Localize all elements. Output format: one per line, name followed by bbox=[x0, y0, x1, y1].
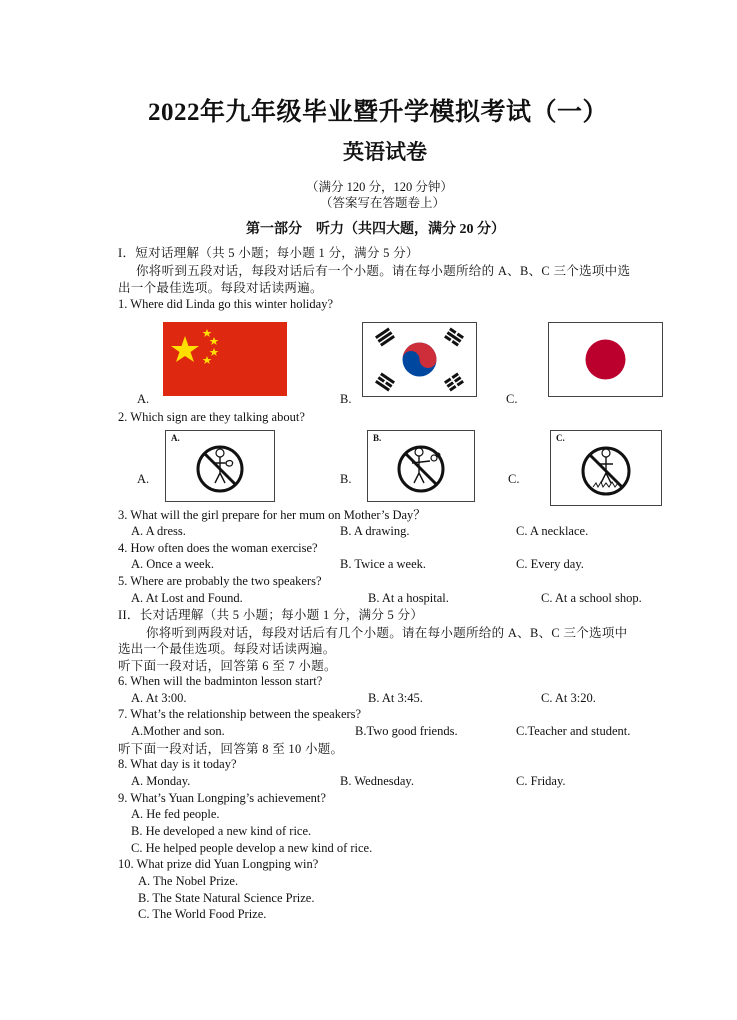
q3-stem: 3. What will the girl prepare for her mum on Mother’s Day？ bbox=[118, 508, 426, 522]
q9-option-b: B. He developed a new kind of rice. bbox=[131, 824, 312, 838]
q4-option-b: B. Twice a week. bbox=[340, 557, 427, 571]
section2-instruction-line2: 选出一个最佳选项。每段对话读两遍。 bbox=[118, 642, 336, 656]
q3-option-a: A. A dress. bbox=[131, 524, 186, 538]
korea-flag-icon bbox=[362, 322, 477, 397]
q7-option-c: C.Teacher and student. bbox=[516, 724, 631, 738]
q3-option-c: C. A necklace. bbox=[516, 524, 589, 538]
q4-option-a: A. Once a week. bbox=[131, 557, 214, 571]
q8-stem: 8. What day is it today? bbox=[118, 757, 237, 771]
score-note: （满分 120 分，120 分钟） bbox=[306, 180, 453, 194]
q1-option-c: C. bbox=[506, 392, 518, 406]
sign-a-label: A. bbox=[171, 433, 180, 443]
q10-option-c: C. The World Food Prize. bbox=[138, 907, 267, 921]
section2-lead-8-10: 听下面一段对话，回答第 8 至 10 小题。 bbox=[118, 742, 344, 756]
section1-instruction-line2: 出一个最佳选项。每段对话读两遍。 bbox=[118, 281, 323, 295]
q5-option-b: B. At a hospital. bbox=[368, 591, 449, 605]
part-heading: 第一部分 听力（共四大题，满分 20 分） bbox=[246, 222, 505, 237]
q7-stem: 7. What’s the relationship between the speakers? bbox=[118, 707, 362, 721]
q1-option-b: B. bbox=[340, 392, 352, 406]
q4-stem: 4. How often does the woman exercise? bbox=[118, 541, 318, 555]
q6-option-c: C. At 3:20. bbox=[541, 691, 596, 705]
q2-option-a: A. bbox=[137, 472, 150, 486]
q9-option-c: C. He helped people develop a new kind of rice. bbox=[131, 841, 373, 855]
q2-stem: 2. Which sign are they talking about? bbox=[118, 410, 305, 424]
sign-c-label: C. bbox=[556, 433, 565, 443]
q5-stem: 5. Where are probably the two speakers? bbox=[118, 574, 322, 588]
q8-option-c: C. Friday. bbox=[516, 774, 566, 788]
q8-option-a: A. Monday. bbox=[131, 774, 191, 788]
q5-option-a: A. At Lost and Found. bbox=[131, 591, 243, 605]
no-bird-sign-icon bbox=[165, 430, 275, 502]
q2-option-b: B. bbox=[340, 472, 352, 486]
q10-option-b: B. The State Natural Science Prize. bbox=[138, 891, 315, 905]
q8-option-b: B. Wednesday. bbox=[340, 774, 414, 788]
q7-option-b: B.Two good friends. bbox=[355, 724, 458, 738]
section1-instruction-line1: 你将听到五段对话，每段对话后有一个小题。请在每小题所给的 A、B、C 三个选项中选 bbox=[136, 264, 631, 278]
section1-heading: I．短对话理解（共 5 小题；每小题 1 分，满分 5 分） bbox=[118, 246, 419, 260]
q5-option-c: C. At a school shop. bbox=[541, 591, 642, 605]
q9-option-a: A. He fed people. bbox=[131, 807, 220, 821]
q9-stem: 9. What’s Yuan Longping’s achievement? bbox=[118, 791, 326, 805]
answer-note: （答案写在答题卷上） bbox=[320, 196, 446, 210]
q2-option-c: C. bbox=[508, 472, 520, 486]
section2-heading: II．长对话理解（共 5 小题；每小题 1 分，满分 5 分） bbox=[118, 608, 424, 622]
japan-flag-icon bbox=[548, 322, 663, 397]
page-title: 2022年九年级毕业暨升学模拟考试（一） bbox=[148, 99, 609, 126]
no-flower-picking-sign-icon bbox=[367, 430, 475, 502]
china-flag-icon bbox=[163, 322, 287, 396]
q10-option-a: A. The Nobel Prize. bbox=[138, 874, 239, 888]
q3-option-b: B. A drawing. bbox=[340, 524, 410, 538]
no-walking-on-grass-sign-icon bbox=[550, 430, 662, 506]
q1-stem: 1. Where did Linda go this winter holiday? bbox=[118, 297, 333, 311]
q4-option-c: C. Every day. bbox=[516, 557, 584, 571]
q6-option-a: A. At 3:00. bbox=[131, 691, 187, 705]
section2-lead-6-7: 听下面一段对话，回答第 6 至 7 小题。 bbox=[118, 659, 337, 673]
q6-option-b: B. At 3:45. bbox=[368, 691, 423, 705]
page-subtitle: 英语试卷 bbox=[343, 140, 427, 164]
q6-stem: 6. When will the badminton lesson start? bbox=[118, 674, 323, 688]
sign-b-label: B. bbox=[373, 433, 382, 443]
q10-stem: 10. What prize did Yuan Longping win? bbox=[118, 857, 319, 871]
q7-option-a: A.Mother and son. bbox=[131, 724, 225, 738]
q1-option-a: A. bbox=[137, 392, 150, 406]
section2-instruction-line1: 你将听到两段对话，每段对话后有几个小题。请在每小题所给的 A、B、C 三个选项中 bbox=[146, 626, 628, 640]
